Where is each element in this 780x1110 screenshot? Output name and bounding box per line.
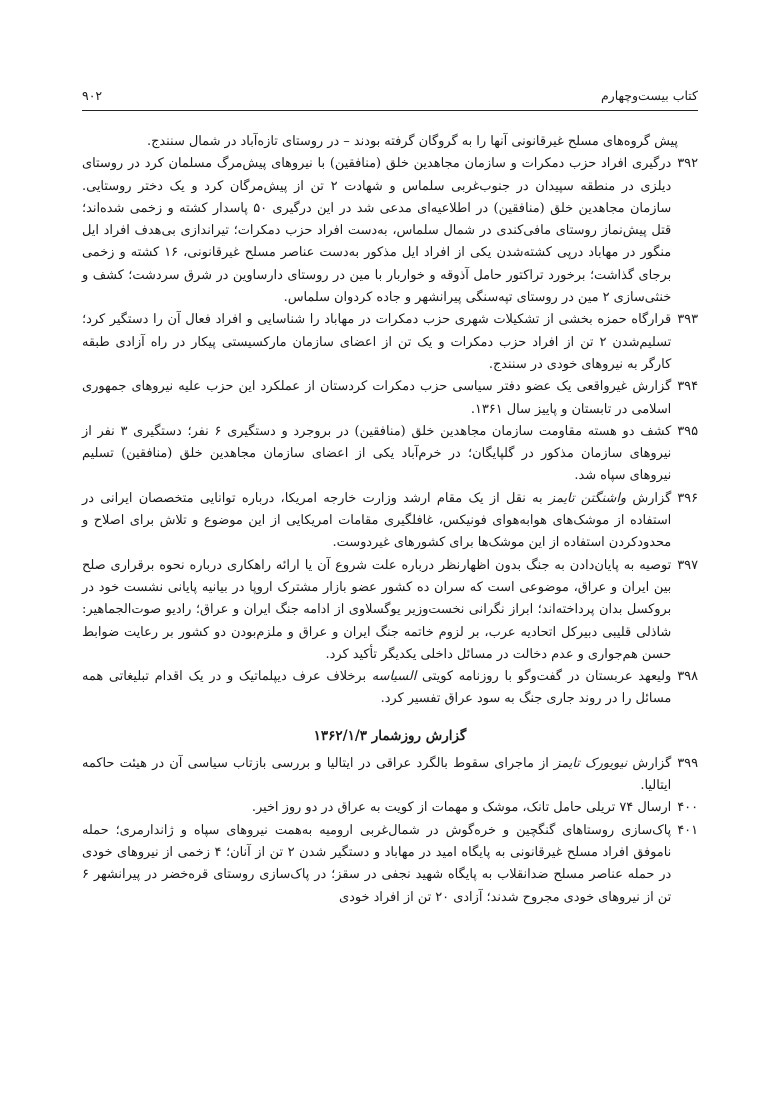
- entry-text: قرارگاه حمزه بخشی از تشکیلات شهری حزب دمکرات در مهاباد را شناسایی و افراد فعال آن را دستگیر کرد؛ تسلیم‌شدن ۲ تن از افراد حزب دمکرات و یک تن از اعضای سازمان مارکسیستی پیکار در راه آزادی طبقه کارگر به نیروهای خودی در سنندج.: [82, 312, 672, 372]
- entry-396: [82, 488, 698, 555]
- entry-text: گزارش واشنگتن تایمز به نقل از یک مقام ارشد وزارت خارجه امریکا، درباره توانایی متخصصان ایرانی در استفاده از موشک‌های هوابه‌هوای فونیکس، غافلگیری مقامات امریکایی از این موضوع و تلاش برای اصلاح و محدودکردن استفاده از این موشک‌ها برای کشورهای غیردوست.: [82, 490, 672, 551]
- newspaper-name: السیاسه: [371, 669, 417, 685]
- page-body: [82, 131, 698, 909]
- entry-number: ۳۹۳: [677, 312, 698, 328]
- entry-number: ۴۰۰: [677, 800, 698, 816]
- list-item: [82, 153, 698, 309]
- entry-text: پاک‌سازی روستاهای گنگچین و خره‌گوش در شمال‌غربی ارومیه به‌همت نیروهای سپاه و ژاندارمری؛ حمله ناموفق افراد مسلح غیرقانونی به پایگاه امید در مهاباد و دستگیر شدن ۲ تن از آنان؛ ۴ زخمی از نیروهای خودی در حمله عناصر مسلح ضدانقلاب به پایگاه شهید نجفی در سقز؛ در پاک‌سازی روستای قره‌خضر در پیرانشهر ۶ تن از نیروهای خودی مجروح شدند؛ آزادی ۲۰ تن از افراد خودی: [82, 822, 672, 905]
- newspaper-name: واشنگتن تایمز: [548, 490, 627, 506]
- entry-text: ارسال ۷۴ تریلی حامل تانک، موشک و مهمات از کویت به عراق در دو روز اخیر.: [251, 800, 672, 816]
- entry-text: گزارش غیرواقعی یک عضو دفتر سیاسی حزب دمکرات کردستان از عملکرد این حزب علیه نیروهای جمهوری اسلامی در تابستان و پاییز سال ۱۳۶۱.: [82, 379, 672, 417]
- list-item: [82, 820, 698, 909]
- section-heading: گزارش روزشمار ۱۳۶۲/۱/۳: [313, 727, 467, 744]
- list-item: [82, 376, 698, 421]
- list-item: [82, 309, 698, 376]
- entry-number: ۳۹۴: [677, 379, 698, 395]
- list-item: [82, 131, 698, 153]
- book-page: [82, 88, 698, 909]
- newspaper-name: نیویورک تایمز: [554, 755, 628, 771]
- running-header: [82, 88, 698, 111]
- entry-text: کشف دو هسته مقاومت سازمان مجاهدین خلق (منافقین) در بروجرد و دستگیری ۶ نفر؛ دستگیری ۳ نفر از نیروهای سازمان مذکور در گلپایگان؛ در خرم‌آباد یکی از اعضای سازمان مجاهدین خلق (منافقین) تسلیم نیروهای سپاه شد.: [82, 423, 672, 484]
- entry-number: ۳۹۵: [677, 423, 698, 439]
- entry-398: [82, 666, 698, 711]
- entry-text: پیش گروه‌های مسلح غیرقانونی آنها را به گروگان گرفته بودند – در روستای تازه‌آباد در شمال سنندج.: [146, 134, 678, 149]
- entry-399: [82, 753, 698, 798]
- entry-number: ۳۹۶: [677, 490, 698, 506]
- entry-text: توصیه به پایان‌دادن به جنگ بدون اظهارنظر درباره علت شروع آن یا ارائه راهکاری درباره نحوه برقراری صلح بین ایران و عراق، موضوعی است که سران ده کشور عضو بازار مشترک اروپا در بیانیه پایانی نشست خود در بروکسل بدان پرداخته‌اند؛ ابراز نگرانی نخست‌وزیر یوگسلاوی از ادامه جنگ ایران و عراق؛ رادیو صوت‌الجماهیر: شاذلی قلیبی دبیرکل اتحادیه عرب، بر لزوم خاتمه جنگ ایران و عراق و ملزم‌بودن دو کشور بر رعایت ضوابط حسن هم‌جواری و عدم دخالت در مسائل داخلی یکدیگر تأکید کرد.: [82, 557, 672, 662]
- page-number: ۹۰۲: [82, 88, 103, 103]
- list-item: [82, 421, 698, 488]
- entries-list-1: [82, 131, 698, 488]
- entry-text: گزارش نیویورک تایمز از ماجرای سقوط بالگرد عراقی در ایتالیا و بررسی بازتاب سیاسی آن در هیئت حاکمه ایتالیا.: [82, 755, 672, 794]
- entry-text: درگیری افراد حزب دمکرات و سازمان مجاهدین خلق (منافقین) با نیروهای پیش‌مرگ مسلمان کرد در روستای دیلزی در منطقه سپیدان در جنوب‌غربی سلماس و شهادت ۲ تن از پیش‌مرگان کرد و یک دختر روستایی. سازمان مجاهدین خلق (منافقین) در اطلاعیه‌ای مدعی شد در این درگیری ۵۰ پاسدار کشته و زخمی شده‌اند؛ قتل پیش‌نماز روستای مافی‌کندی در شمال سلماس، به‌دست افراد حزب دمکرات؛ تیراندازی بی‌هدف افراد ایل منگور در مهاباد درپی کشته‌شدن یکی از افراد ایل مذکور به‌دست عناصر مسلح غیرقانونی، ۱۶ کشته و زخمی برجای گذاشت؛ برخورد تراکتور حامل آذوقه و خواربار با مین در روستای دارساوین در شرق سردشت؛ کشف و خنثی‌سازی ۲ مین در روستای تپه‌سنگی پیرانشهر و جاده کردوان سلماس.: [82, 156, 672, 306]
- entry-397: [82, 555, 698, 666]
- list-item: [82, 797, 698, 819]
- entry-number: ۳۹۲: [677, 156, 698, 172]
- entry-text: ولیعهد عربستان در گفت‌وگو با روزنامه کویتی السیاسه برخلاف عرف دیپلماتیک و در یک اقدام تبلیغاتی همه مسائل را در روند جاری جنگ به سود عراق تفسیر کرد.: [82, 669, 672, 707]
- entry-number: ۳۹۹: [677, 755, 698, 771]
- entry-number: ۳۹۷: [677, 557, 698, 573]
- entry-number: ۳۹۸: [677, 669, 698, 685]
- book-title: کتاب بیست‌وچهارم: [600, 88, 698, 103]
- entries-list-2: [82, 797, 698, 908]
- entry-number: ۴۰۱: [677, 822, 698, 838]
